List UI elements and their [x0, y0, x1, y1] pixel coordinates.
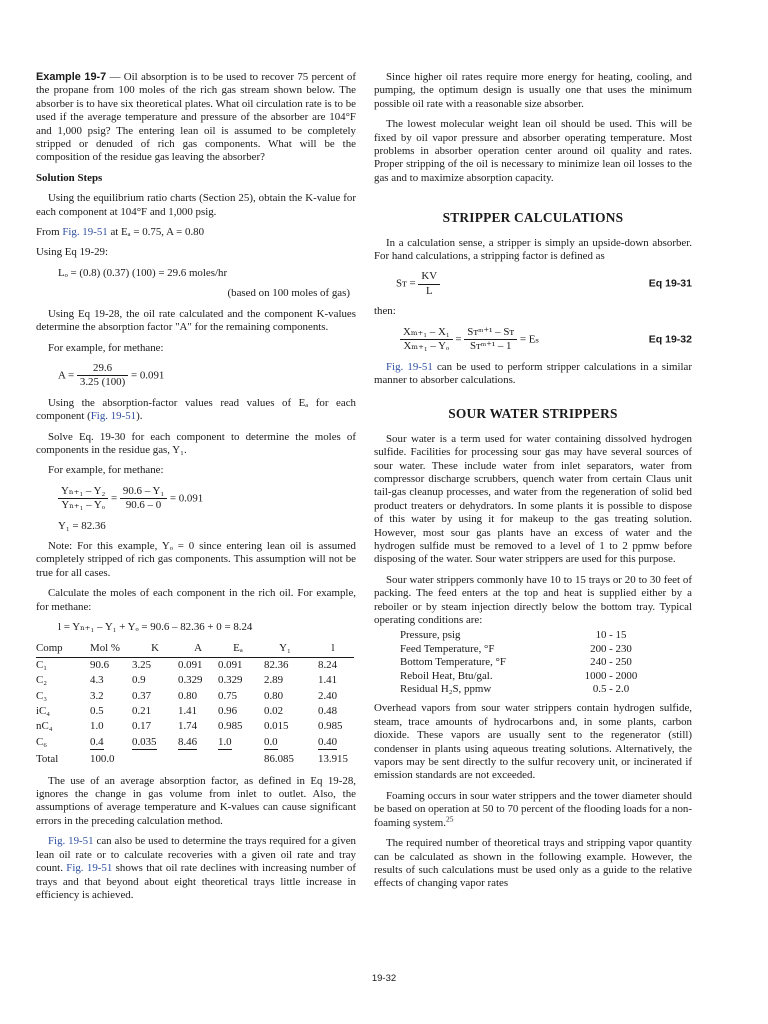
table-cell: [132, 673, 178, 688]
l-equation: l = Yₙ₊₁ – Y₁ + Yₒ = 90.6 – 82.36 + 0 = 8.24: [58, 621, 253, 633]
cell-value: 0.9: [132, 674, 146, 687]
fig-trays-end: shows that oil rate declines with increasing number of trays and that beyond about eight theoretical trays little increase in efficiency is achieved.: [36, 862, 356, 901]
table-cell: [36, 657, 78, 673]
cell-value: C₃: [36, 689, 48, 702]
cell-value: 0.329: [178, 674, 203, 687]
cell-value: 3.2: [90, 689, 104, 702]
y-fraction-2: [120, 485, 167, 513]
fig51-paragraph: [374, 361, 692, 388]
table-cell: [178, 689, 218, 704]
table-cell: [178, 752, 218, 767]
y-fraction-1-numerator: Yₙ₊₁ – Y₂: [58, 485, 108, 499]
fig-trays-paragraph: [36, 835, 356, 902]
table-cell: [312, 704, 354, 719]
foaming-text: Foaming occurs in sour water strippers and the tower diameter should be based on operation at 50 to 70 percent of the flooding loads for a non-foaming system.: [374, 789, 692, 829]
table-cell: [132, 689, 178, 704]
page-number: 19-32: [371, 973, 397, 984]
table-cell: [78, 752, 132, 767]
table-cell: [218, 689, 258, 704]
cell-value: 1.41: [178, 705, 198, 718]
table-cell: [218, 704, 258, 719]
y-fraction-1-denominator: Yₙ₊₁ – Yₒ: [61, 499, 105, 512]
equilibrium-paragraph: Using the equilibrium ratio charts (Section 25), obtain the K-value for each component at 104°F and 1,000 psig.: [36, 192, 356, 218]
a-fraction: [77, 362, 128, 390]
table-header-row: [36, 641, 354, 657]
calc-moles-paragraph: Calculate the moles of each component in the rich oil. For example, for methane:: [36, 587, 356, 613]
eq2-fraction-1-denominator: Xₘ₊₁ – Yₒ: [403, 340, 450, 353]
solution-heading: Solution Steps: [36, 171, 103, 184]
cell-value: 0.80: [178, 689, 198, 702]
cell-value: 100.0: [90, 753, 115, 766]
table-total-row: [36, 752, 354, 767]
cell-value: 8.24: [318, 658, 338, 671]
cell-value: 0.0: [264, 736, 278, 750]
cell-value: 1.41: [318, 674, 338, 687]
fig-19-51-link[interactable]: Fig. 19-51: [48, 835, 94, 848]
abs-factor-paragraph: [36, 397, 356, 424]
table-row: [36, 735, 354, 752]
y-rhs: = 0.091: [169, 492, 204, 505]
table-cell: [78, 704, 132, 719]
cell-value: 3.25: [132, 658, 152, 671]
cell-value: 1.0: [218, 736, 232, 750]
stripper-paragraph: In a calculation sense, a stripper is simply an upside-down absorber. For hand calculations, a stripping factor is defined as: [374, 236, 692, 263]
a-lhs: A =: [58, 369, 75, 382]
abs-factor-end: ).: [136, 410, 143, 423]
cell-value: 4.3: [90, 674, 104, 687]
stripper-equation: [374, 326, 692, 354]
sour-water-heading: SOUR WATER STRIPPERS: [448, 406, 618, 422]
y-equals: =: [111, 492, 118, 505]
table-cell: [78, 719, 132, 734]
table-cell: [36, 735, 78, 752]
table-cell: [312, 719, 354, 734]
table-row: [36, 673, 354, 688]
st-fraction: [418, 270, 440, 298]
required-paragraph: The required number of theoretical trays and stripping vapor quantity can be calculated as shown in the following example. However, the results of such calculations must be used only as a guide to the relative effects of changing vapor rates: [374, 837, 692, 890]
cell-value: 0.21: [132, 705, 152, 718]
st-numerator: KV: [418, 270, 440, 284]
foaming-paragraph: [374, 790, 692, 830]
cell-value: 0.75: [218, 689, 238, 702]
table-row: [36, 657, 354, 673]
eq2-fraction-1: [400, 326, 453, 354]
a-numerator: 29.6: [77, 362, 128, 376]
eq2-equals: =: [455, 333, 462, 346]
fig-19-51-link[interactable]: Fig. 19-51: [386, 360, 433, 373]
eq-19-32-label: Eq 19-32: [648, 332, 692, 345]
solve-paragraph: Solve Eq. 19-30 for each component to determine the moles of components in the residue gas, Y₁.: [36, 430, 356, 456]
cell-value: nC₄: [36, 720, 53, 733]
cell-value: 13.915: [318, 753, 348, 766]
cell-value: 0.48: [318, 705, 338, 718]
fig51-text: can be used to perform stripper calculations in a similar manner to absorber calculations.: [374, 360, 692, 386]
cell-value: 1.0: [90, 720, 104, 733]
condition-value: 0.5 - 2.0: [592, 683, 630, 696]
table-cell: [258, 673, 312, 688]
cell-value: 0.035: [132, 736, 157, 750]
then-label: then:: [374, 305, 396, 318]
col-y1: Y₁: [258, 641, 312, 657]
cell-value: 0.02: [264, 705, 284, 718]
table-cell: [132, 704, 178, 719]
a-denominator: 3.25 (100): [79, 376, 126, 389]
table-row: [36, 689, 354, 704]
condition-label: Reboil Heat, Btu/gal.: [400, 669, 493, 682]
col-comp: Comp: [36, 641, 78, 657]
table-cell: [258, 689, 312, 704]
abs-factor-text: Using the absorption-factor values read values of Eₐ for each component (: [36, 396, 356, 423]
condition-value: 200 - 230: [590, 642, 632, 655]
example-label: Example 19-7: [36, 71, 107, 83]
y-fraction-2-denominator: 90.6 – 0: [125, 499, 162, 512]
table-cell: [312, 657, 354, 673]
col-l: l: [312, 641, 354, 657]
from-fig-paragraph: [36, 226, 356, 239]
cell-value: C₂: [36, 674, 48, 687]
foaming-ref: 25: [446, 814, 454, 824]
condition-label: Bottom Temperature, °F: [400, 656, 506, 669]
table-cell: [218, 673, 258, 688]
condition-value: 240 - 250: [590, 656, 632, 669]
y1-result: Y₁ = 82.36: [58, 519, 106, 532]
table-cell: [78, 689, 132, 704]
table-row: [36, 704, 354, 719]
a-equation: [36, 362, 356, 390]
col-ea: Eₐ: [218, 641, 258, 657]
overhead-paragraph: Overhead vapors from sour water strippers contain hydrogen sulfide, steam, trace amounts of hydrocarbons and, in some plants, carbon dioxide. These vapors are usually sent to the regenerator (still) condenser in plants using aqueous treating solutions. Alternatively, the vapors may be sent directly to the sulfur recovery unit, or incinerated if emission standards are not exceeded.: [374, 702, 692, 782]
operating-conditions-table: [400, 629, 666, 696]
cell-value: 0.96: [218, 705, 238, 718]
example-paragraph: [36, 71, 356, 165]
table-cell: [178, 735, 218, 752]
y-fraction-2-numerator: 90.6 – Y₁: [120, 485, 167, 499]
using-eq-text: Using Eq 19-29:: [36, 246, 108, 259]
condition-label: Pressure, psig: [400, 629, 461, 642]
cell-value: 0.80: [264, 689, 284, 702]
condition-row: [400, 656, 666, 669]
table-row: [36, 719, 354, 734]
eq2-fraction-2-denominator: Sᴛᵐ⁺¹ – 1: [469, 340, 512, 353]
oil-rate-paragraph: Using Eq 19-28, the oil rate calculated and the component K-values determine the absorption factor "A" for the remaining components.: [36, 307, 356, 334]
st-denominator: L: [425, 284, 433, 297]
condition-row: [400, 670, 666, 683]
cell-value: 2.89: [264, 674, 284, 687]
y-equation: [36, 485, 356, 513]
left-column: [36, 71, 356, 909]
for-methane-label-1: For example, for methane:: [48, 341, 164, 354]
lo-basis: (based on 100 moles of gas): [227, 287, 350, 300]
table-cell: [218, 719, 258, 734]
higher-rates-paragraph: Since higher oil rates require more energy for heating, cooling, and pumping, the optimum design is usually one that uses the minimum possible oil rate with a reasonable size absorber.: [374, 71, 692, 110]
sour-paragraph-2: Sour water strippers commonly have 10 to 15 trays or 20 to 30 feet of packing. The feed enters at the top and heat is supplied either by a reboiler or by steam injection directly below the bottom tray. Typical operating conditions are:: [374, 573, 692, 626]
condition-label: Residual H₂S, ppmw: [400, 683, 492, 696]
condition-value: 1000 - 2000: [584, 669, 638, 682]
cell-value: 0.091: [178, 658, 203, 671]
table-cell: [218, 752, 258, 767]
cell-value: C₁: [36, 658, 48, 671]
note-paragraph: Note: For this example, Yₒ = 0 since entering lean oil is assumed completely stripped of rich gas components. This assumption will not be true for all cases.: [36, 539, 356, 579]
cell-value: 0.985: [318, 720, 343, 733]
table-cell: [312, 689, 354, 704]
example-text: — Oil absorption is to be used to recover 75 percent of the propane from 100 moles of the rich gas stream shown below. The absorber is to have six theoretical plates. What oil circulation rate is to be used if the average temperature and pressure of the absorber are 104°F and 1,000 psig? The entering lean oil is assumed to be completely stripped or denuded of rich gas components. What will be the composition of the residue gas leaving the absorber?: [36, 71, 357, 164]
y-fraction-1: [58, 485, 108, 513]
cell-value: 2.40: [318, 689, 338, 702]
sour-paragraph-1: Sour water is a term used for water containing dissolved hydrogen sulfide. Facilities for processing sour gas may have several sources of sour water. These include water from inlet separators, water from compressor discharge scrubbers, quench water from certain Claus unit tail-gas cleanup processes, and water from the regeneration of solid bed product treaters or dehydrators. In some plants it is possible to dispose of this water by using it for makeup to the gas treating solution. However, most sour gas plants have an excess of water and the hydrogen sulfide must be removed to a level of 1 to 2 ppmw before disposing of the water. Sour water strippers are used for this purpose.: [374, 432, 692, 566]
eq2-rhs: = Eₛ: [519, 333, 540, 346]
table-cell: [36, 704, 78, 719]
stripper-heading: STRIPPER CALCULATIONS: [442, 210, 624, 226]
cell-value: 0.40: [318, 736, 337, 750]
table-body: [36, 657, 354, 767]
table-cell: [258, 704, 312, 719]
condition-label: Feed Temperature, °F: [400, 642, 495, 655]
cell-value: 1.74: [178, 720, 198, 733]
cell-value: 0.5: [90, 705, 104, 718]
table-cell: [178, 673, 218, 688]
a-rhs: = 0.091: [130, 369, 165, 382]
table-cell: [78, 657, 132, 673]
cell-value: Total: [36, 753, 59, 766]
table-cell: [312, 735, 354, 752]
table-cell: [36, 752, 78, 767]
cell-value: 0.015: [264, 720, 289, 733]
table-cell: [132, 735, 178, 752]
table-cell: [258, 752, 312, 767]
condition-row: [400, 629, 666, 642]
average-paragraph: The use of an average absorption factor, as defined in Eq 19-28, ignores the change in gas volume from inlet to outlet. Also, the assumptions of average temperature and K-values can cause significant errors in the preceding calculation method.: [36, 774, 356, 827]
cell-value: 90.6: [90, 658, 110, 671]
cell-value: 0.17: [132, 720, 152, 733]
table-cell: [258, 735, 312, 752]
table-cell: [218, 735, 258, 752]
conditions-body: [400, 629, 666, 696]
fig-19-51-link[interactable]: Fig. 19-51: [90, 410, 137, 423]
table-cell: [78, 735, 132, 752]
eq-19-31-label: Eq 19-31: [648, 277, 692, 290]
fig-trays-text: can also be used to determine the trays required for a given lean oil rate or to calculate recoveries with a given oil rate and tray count.: [36, 835, 356, 875]
table-cell: [36, 673, 78, 688]
from-fig-text: From: [36, 226, 63, 239]
lowest-paragraph: The lowest molecular weight lean oil should be used. This will be fixed by oil vapor pressure and absorber operating temperature. Most problems in absorber operation center around oil quality and rates. Proper stripping of the oil is necessary to minimize lean oil losses to the gas and to maximize absorption capacity.: [374, 118, 692, 184]
cell-value: 82.36: [264, 658, 289, 671]
table-cell: [218, 657, 258, 673]
cell-value: 8.46: [178, 736, 197, 750]
table-cell: [312, 673, 354, 688]
cell-value: 86.085: [264, 753, 294, 766]
table-cell: [178, 704, 218, 719]
composition-table: [36, 641, 354, 767]
col-mol: Mol %: [78, 641, 132, 657]
fig-19-51-link[interactable]: Fig. 19-51: [62, 226, 108, 239]
cell-value: C₆: [36, 736, 48, 749]
table-cell: [36, 719, 78, 734]
cell-value: iC₄: [36, 705, 51, 718]
lo-equation: Lₒ = (0.8) (0.37) (100) = 29.6 moles/hr: [58, 266, 228, 279]
cell-value: 0.985: [218, 720, 243, 733]
col-k: K: [132, 641, 178, 657]
st-equation: [374, 270, 692, 298]
table-cell: [258, 719, 312, 734]
table-cell: [312, 752, 354, 767]
right-column: [374, 71, 692, 898]
condition-row: [400, 643, 666, 656]
fig-19-51-link[interactable]: Fig. 19-51: [66, 862, 113, 875]
table-cell: [132, 657, 178, 673]
condition-row: [400, 683, 666, 696]
from-fig-values: at Eₐ = 0.75, A = 0.80: [107, 226, 205, 239]
cell-value: 0.4: [90, 736, 104, 750]
col-a: A: [178, 641, 218, 657]
eq2-fraction-2: [464, 326, 517, 354]
cell-value: 0.091: [218, 658, 243, 671]
table-cell: [132, 719, 178, 734]
table-cell: [36, 689, 78, 704]
table-cell: [178, 719, 218, 734]
st-lhs: Sᴛ =: [396, 277, 416, 290]
table-cell: [78, 673, 132, 688]
cell-value: 0.329: [218, 674, 243, 687]
cell-value: 0.37: [132, 689, 152, 702]
table-cell: [178, 657, 218, 673]
table-cell: [132, 752, 178, 767]
eq2-fraction-2-numerator: Sᴛᵐ⁺¹ – Sᴛ: [464, 326, 517, 340]
for-methane-label-2: For example, for methane:: [48, 464, 164, 477]
table-cell: [258, 657, 312, 673]
eq2-fraction-1-numerator: Xₘ₊₁ – X₁: [400, 326, 453, 340]
condition-value: 10 - 15: [595, 629, 627, 642]
